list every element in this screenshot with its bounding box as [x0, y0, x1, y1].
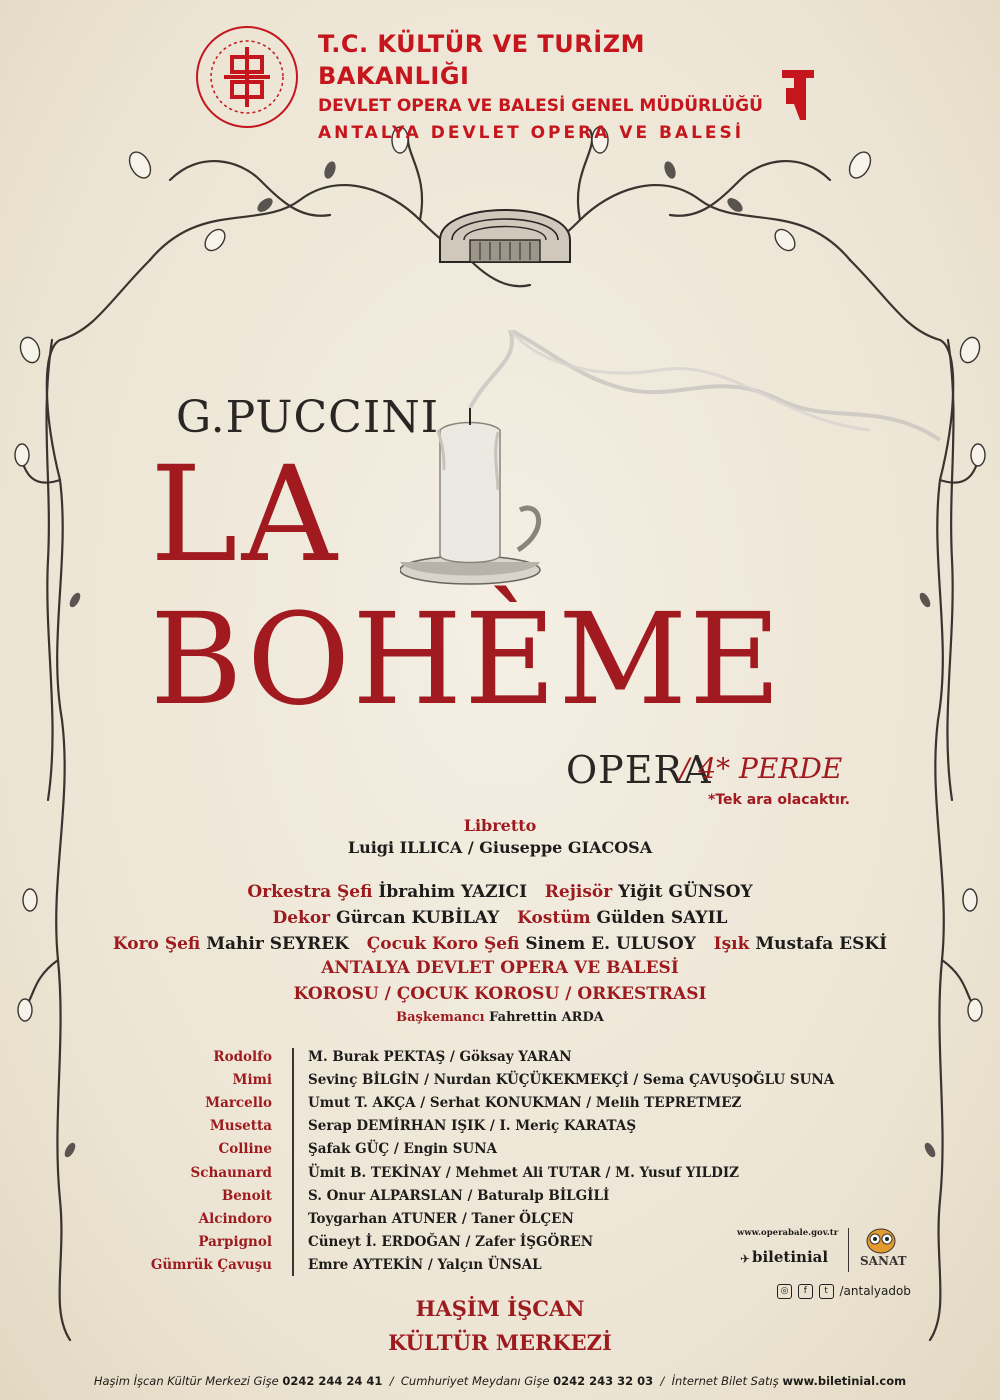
cast-names: S. Onur ALPARSLAN / Baturalp BİLGİLİ	[308, 1187, 610, 1204]
sanat-logo: SANAT	[860, 1254, 907, 1268]
cast-role: Gümrük Çavuşu	[150, 1257, 272, 1274]
ministry-seal-icon	[192, 22, 302, 132]
venue-line-2: KÜLTÜR MERKEZİ	[388, 1330, 612, 1355]
owl-icon	[864, 1224, 898, 1254]
ministry-header	[318, 28, 798, 146]
credits-row-2	[0, 908, 1000, 928]
cast-list	[150, 1045, 834, 1277]
credits-row-3	[0, 934, 1000, 954]
box-office-2-label: Cumhuriyet Meydanı Gişe	[400, 1374, 550, 1388]
box-office-2-phone[interactable]: 0242 243 32 03	[553, 1374, 654, 1388]
decor-name: Gürcan KUBİLAY	[336, 908, 500, 928]
genre-opera: OPERA	[566, 748, 712, 792]
cast-row	[150, 1207, 834, 1230]
cast-names: Şafak GÜÇ / Engin SUNA	[308, 1141, 498, 1158]
bird-icon: ✈	[740, 1252, 751, 1266]
chorus-name: Mahir SEYREK	[206, 934, 349, 954]
company-line-1: ANTALYA DEVLET OPERA VE BALESİ	[321, 958, 679, 978]
instagram-icon[interactable]: ◎	[777, 1284, 792, 1299]
cast-row	[150, 1045, 834, 1068]
title-line-2: BOHÈME	[150, 586, 784, 733]
cast-role: Alcindoro	[198, 1210, 272, 1227]
light-name: Mustafa ESKİ	[755, 934, 888, 954]
cast-names: Sevinç BİLGİN / Nurdan KÜÇÜKEKMEKÇİ / Sema ÇAVUŞOĞLU SUNA	[308, 1071, 835, 1088]
cast-row	[150, 1068, 834, 1091]
cast-names: Emre AYTEKİN / Yalçın ÜNSAL	[308, 1257, 542, 1274]
libretto-names: Luigi ILLICA / Giuseppe GIACOSA	[347, 838, 653, 857]
twitter-icon[interactable]: t	[819, 1284, 834, 1299]
ministry-line-1: T.C. KÜLTÜR VE TURİZM BAKANLIĞI	[318, 30, 645, 90]
intermission-note: *Tek ara olacaktır.	[708, 792, 851, 808]
light-label: Işık	[713, 934, 750, 954]
cast-names: Serap DEMİRHAN IŞIK / I. Meriç KARATAŞ	[308, 1118, 637, 1135]
cast-role: Mimi	[232, 1071, 272, 1088]
costume-name: Gülden SAYIL	[596, 908, 728, 928]
box-office-1-phone[interactable]: 0242 244 24 41	[282, 1374, 383, 1388]
costume-label: Kostüm	[517, 908, 591, 928]
biletinial-logo: biletinial	[752, 1248, 829, 1266]
cast-role: Musetta	[209, 1118, 272, 1135]
ministry-line-2: DEVLET OPERA VE BALESİ GENEL MÜDÜRLÜĞÜ	[318, 96, 763, 116]
concertmaster-name: Fahrettin ARDA	[489, 1010, 604, 1025]
online-sales-label: İnternet Bilet Satış	[671, 1374, 779, 1388]
genre-acts: / 4* PERDE	[680, 752, 843, 785]
child-chorus-name: Sinem E. ULUSOY	[525, 934, 696, 954]
cast-row	[150, 1231, 834, 1254]
online-sales-url[interactable]: www.biletinial.com	[782, 1374, 907, 1388]
credits-row-1	[0, 882, 1000, 902]
conductor-label: Orkestra Şefi	[247, 882, 373, 902]
child-chorus-label: Çocuk Koro Şefi	[366, 934, 520, 954]
company-line-2: KOROSU / ÇOCUK KOROSU / ORKESTRASI	[293, 984, 707, 1004]
footer: Haşim İşcan Kültür Merkezi Gişe 0242 244 24 41 / Cumhuriyet Meydanı Gişe 0242 243 32 03 / İnternet Bilet Satış www.biletinial.com	[93, 1374, 907, 1388]
cast-row	[150, 1091, 834, 1114]
sponsor-divider	[848, 1228, 849, 1272]
cast-role: Schaunard	[190, 1164, 272, 1181]
cast-names: Toygarhan ATUNER / Taner ÖLÇEN	[308, 1210, 574, 1227]
box-office-1-label: Haşim İşcan Kültür Merkezi Gişe	[93, 1374, 279, 1388]
dob-logo-icon	[776, 64, 820, 126]
decor-label: Dekor	[272, 908, 331, 928]
cast-role: Benoit	[221, 1187, 272, 1204]
cast-row	[150, 1138, 834, 1161]
cast-role: Colline	[218, 1141, 272, 1158]
facebook-icon[interactable]: f	[798, 1284, 813, 1299]
website-link[interactable]: www.operabale.gov.tr	[737, 1228, 839, 1238]
candle-icon	[400, 330, 1000, 590]
conductor-name: İbrahim YAZICI	[378, 882, 528, 902]
director-name: Yiğit GÜNSOY	[618, 882, 753, 902]
cast-role: Rodolfo	[213, 1048, 272, 1065]
cast-names: Ümit B. TEKİNAY / Mehmet Ali TUTAR / M. Yusuf YILDIZ	[308, 1164, 740, 1181]
cast-role: Parpignol	[198, 1234, 272, 1251]
theatre-icon	[430, 170, 580, 280]
cast-role: Marcello	[205, 1094, 272, 1111]
cast-names: Umut T. AKÇA / Serhat KONUKMAN / Melih TEPRETMEZ	[308, 1094, 742, 1111]
concertmaster-row	[0, 1010, 1000, 1025]
composer-name: G.PUCCINI	[176, 392, 440, 443]
cast-row	[150, 1254, 834, 1277]
cast-names: Cüneyt İ. ERDOĞAN / Zafer İŞGÖREN	[308, 1234, 594, 1251]
title-line-1: LA	[150, 438, 341, 592]
cast-row	[150, 1184, 834, 1207]
cast-row	[150, 1115, 834, 1138]
director-label: Rejisör	[544, 882, 613, 902]
social-handle[interactable]: /antalyadob	[839, 1284, 911, 1298]
ministry-line-3: ANTALYA DEVLET OPERA VE BALESİ	[318, 123, 745, 143]
libretto-label: Libretto	[463, 816, 537, 835]
cast-row	[150, 1161, 834, 1184]
chorus-label: Koro Şefi	[112, 934, 201, 954]
venue-line-1: HAŞİM İŞCAN	[415, 1296, 585, 1321]
concertmaster-label: Başkemancı	[396, 1010, 485, 1025]
cast-names: M. Burak PEKTAŞ / Göksay YARAN	[308, 1048, 572, 1065]
